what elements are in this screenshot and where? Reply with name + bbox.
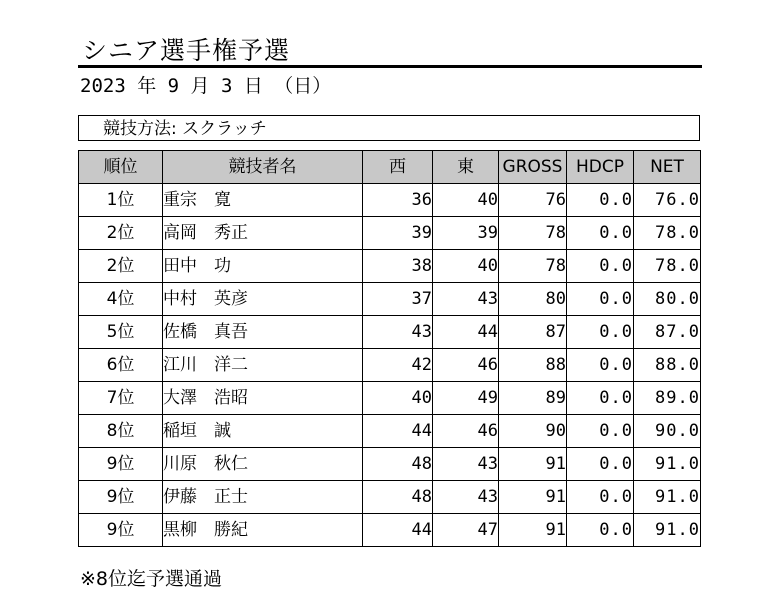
player-name-cell: 江川 洋二: [163, 349, 363, 382]
table-row: [79, 448, 701, 481]
hdcp-cell: 0.0: [567, 283, 634, 316]
player-name-cell: 伊藤 正士: [163, 481, 363, 514]
gross-score-cell: 91: [499, 448, 567, 481]
east-score-cell: 44: [433, 316, 499, 349]
player-name-cell: 黒柳 勝紀: [163, 514, 363, 547]
hdcp-cell: 0.0: [567, 448, 634, 481]
column-header-gross: GROSS: [499, 151, 567, 184]
title-underline: [78, 65, 702, 68]
column-header-west: 西: [363, 151, 433, 184]
net-score-cell: 88.0: [634, 349, 701, 382]
hdcp-cell: 0.0: [567, 316, 634, 349]
west-score-cell: 42: [363, 349, 433, 382]
rank-cell: 1位: [79, 184, 163, 217]
net-score-cell: 89.0: [634, 382, 701, 415]
gross-score-cell: 76: [499, 184, 567, 217]
net-score-cell: 91.0: [634, 448, 701, 481]
west-score-cell: 36: [363, 184, 433, 217]
west-score-cell: 37: [363, 283, 433, 316]
results-table-body: [79, 184, 701, 547]
qualification-footnote: ※8位迄予選通過: [80, 568, 223, 590]
east-score-cell: 49: [433, 382, 499, 415]
rank-cell: 5位: [79, 316, 163, 349]
player-name-cell: 中村 英彦: [163, 283, 363, 316]
net-score-cell: 76.0: [634, 184, 701, 217]
player-name-cell: 大澤 浩昭: [163, 382, 363, 415]
player-name-cell: 田中 功: [163, 250, 363, 283]
hdcp-cell: 0.0: [567, 349, 634, 382]
player-name-cell: 高岡 秀正: [163, 217, 363, 250]
rank-cell: 8位: [79, 415, 163, 448]
east-score-cell: 46: [433, 415, 499, 448]
east-score-cell: 39: [433, 217, 499, 250]
rank-cell: 9位: [79, 514, 163, 547]
gross-score-cell: 87: [499, 316, 567, 349]
hdcp-cell: 0.0: [567, 382, 634, 415]
table-row: [79, 316, 701, 349]
east-score-cell: 43: [433, 481, 499, 514]
rank-cell: 7位: [79, 382, 163, 415]
gross-score-cell: 78: [499, 217, 567, 250]
east-score-cell: 40: [433, 184, 499, 217]
rank-cell: 2位: [79, 217, 163, 250]
table-row: [79, 283, 701, 316]
hdcp-cell: 0.0: [567, 184, 634, 217]
column-header-east: 東: [433, 151, 499, 184]
rank-cell: 6位: [79, 349, 163, 382]
page-title: シニア選手権予選: [82, 36, 291, 65]
competition-method-box: [78, 115, 700, 141]
rank-cell: 9位: [79, 481, 163, 514]
table-row: [79, 349, 701, 382]
event-date: 2023 年 9 月 3 日 （日）: [80, 75, 332, 97]
hdcp-cell: 0.0: [567, 217, 634, 250]
column-header-net: NET: [634, 151, 701, 184]
east-score-cell: 46: [433, 349, 499, 382]
gross-score-cell: 91: [499, 481, 567, 514]
east-score-cell: 43: [433, 283, 499, 316]
net-score-cell: 78.0: [634, 217, 701, 250]
player-name-cell: 川原 秋仁: [163, 448, 363, 481]
net-score-cell: 91.0: [634, 481, 701, 514]
west-score-cell: 44: [363, 514, 433, 547]
table-row: [79, 481, 701, 514]
west-score-cell: 40: [363, 382, 433, 415]
west-score-cell: 39: [363, 217, 433, 250]
west-score-cell: 43: [363, 316, 433, 349]
rank-cell: 9位: [79, 448, 163, 481]
gross-score-cell: 78: [499, 250, 567, 283]
table-row: [79, 514, 701, 547]
table-row: [79, 184, 701, 217]
column-header-rank: 順位: [79, 151, 163, 184]
table-header-row: [79, 151, 701, 184]
table-row: [79, 415, 701, 448]
rank-cell: 2位: [79, 250, 163, 283]
table-row: [79, 217, 701, 250]
net-score-cell: 87.0: [634, 316, 701, 349]
hdcp-cell: 0.0: [567, 514, 634, 547]
hdcp-cell: 0.0: [567, 481, 634, 514]
hdcp-cell: 0.0: [567, 250, 634, 283]
west-score-cell: 48: [363, 481, 433, 514]
hdcp-cell: 0.0: [567, 415, 634, 448]
east-score-cell: 40: [433, 250, 499, 283]
rank-cell: 4位: [79, 283, 163, 316]
column-header-hdcp: HDCP: [567, 151, 634, 184]
net-score-cell: 91.0: [634, 514, 701, 547]
table-row: [79, 250, 701, 283]
net-score-cell: 80.0: [634, 283, 701, 316]
gross-score-cell: 91: [499, 514, 567, 547]
west-score-cell: 48: [363, 448, 433, 481]
gross-score-cell: 88: [499, 349, 567, 382]
results-table: [78, 150, 701, 547]
gross-score-cell: 80: [499, 283, 567, 316]
competition-method-label: 競技方法: スクラッチ: [103, 119, 267, 139]
net-score-cell: 90.0: [634, 415, 701, 448]
column-header-player-name: 競技者名: [163, 151, 363, 184]
net-score-cell: 78.0: [634, 250, 701, 283]
table-row: [79, 382, 701, 415]
gross-score-cell: 90: [499, 415, 567, 448]
player-name-cell: 佐橋 真吾: [163, 316, 363, 349]
player-name-cell: 重宗 寛: [163, 184, 363, 217]
gross-score-cell: 89: [499, 382, 567, 415]
east-score-cell: 47: [433, 514, 499, 547]
west-score-cell: 38: [363, 250, 433, 283]
player-name-cell: 稲垣 誠: [163, 415, 363, 448]
west-score-cell: 44: [363, 415, 433, 448]
east-score-cell: 43: [433, 448, 499, 481]
